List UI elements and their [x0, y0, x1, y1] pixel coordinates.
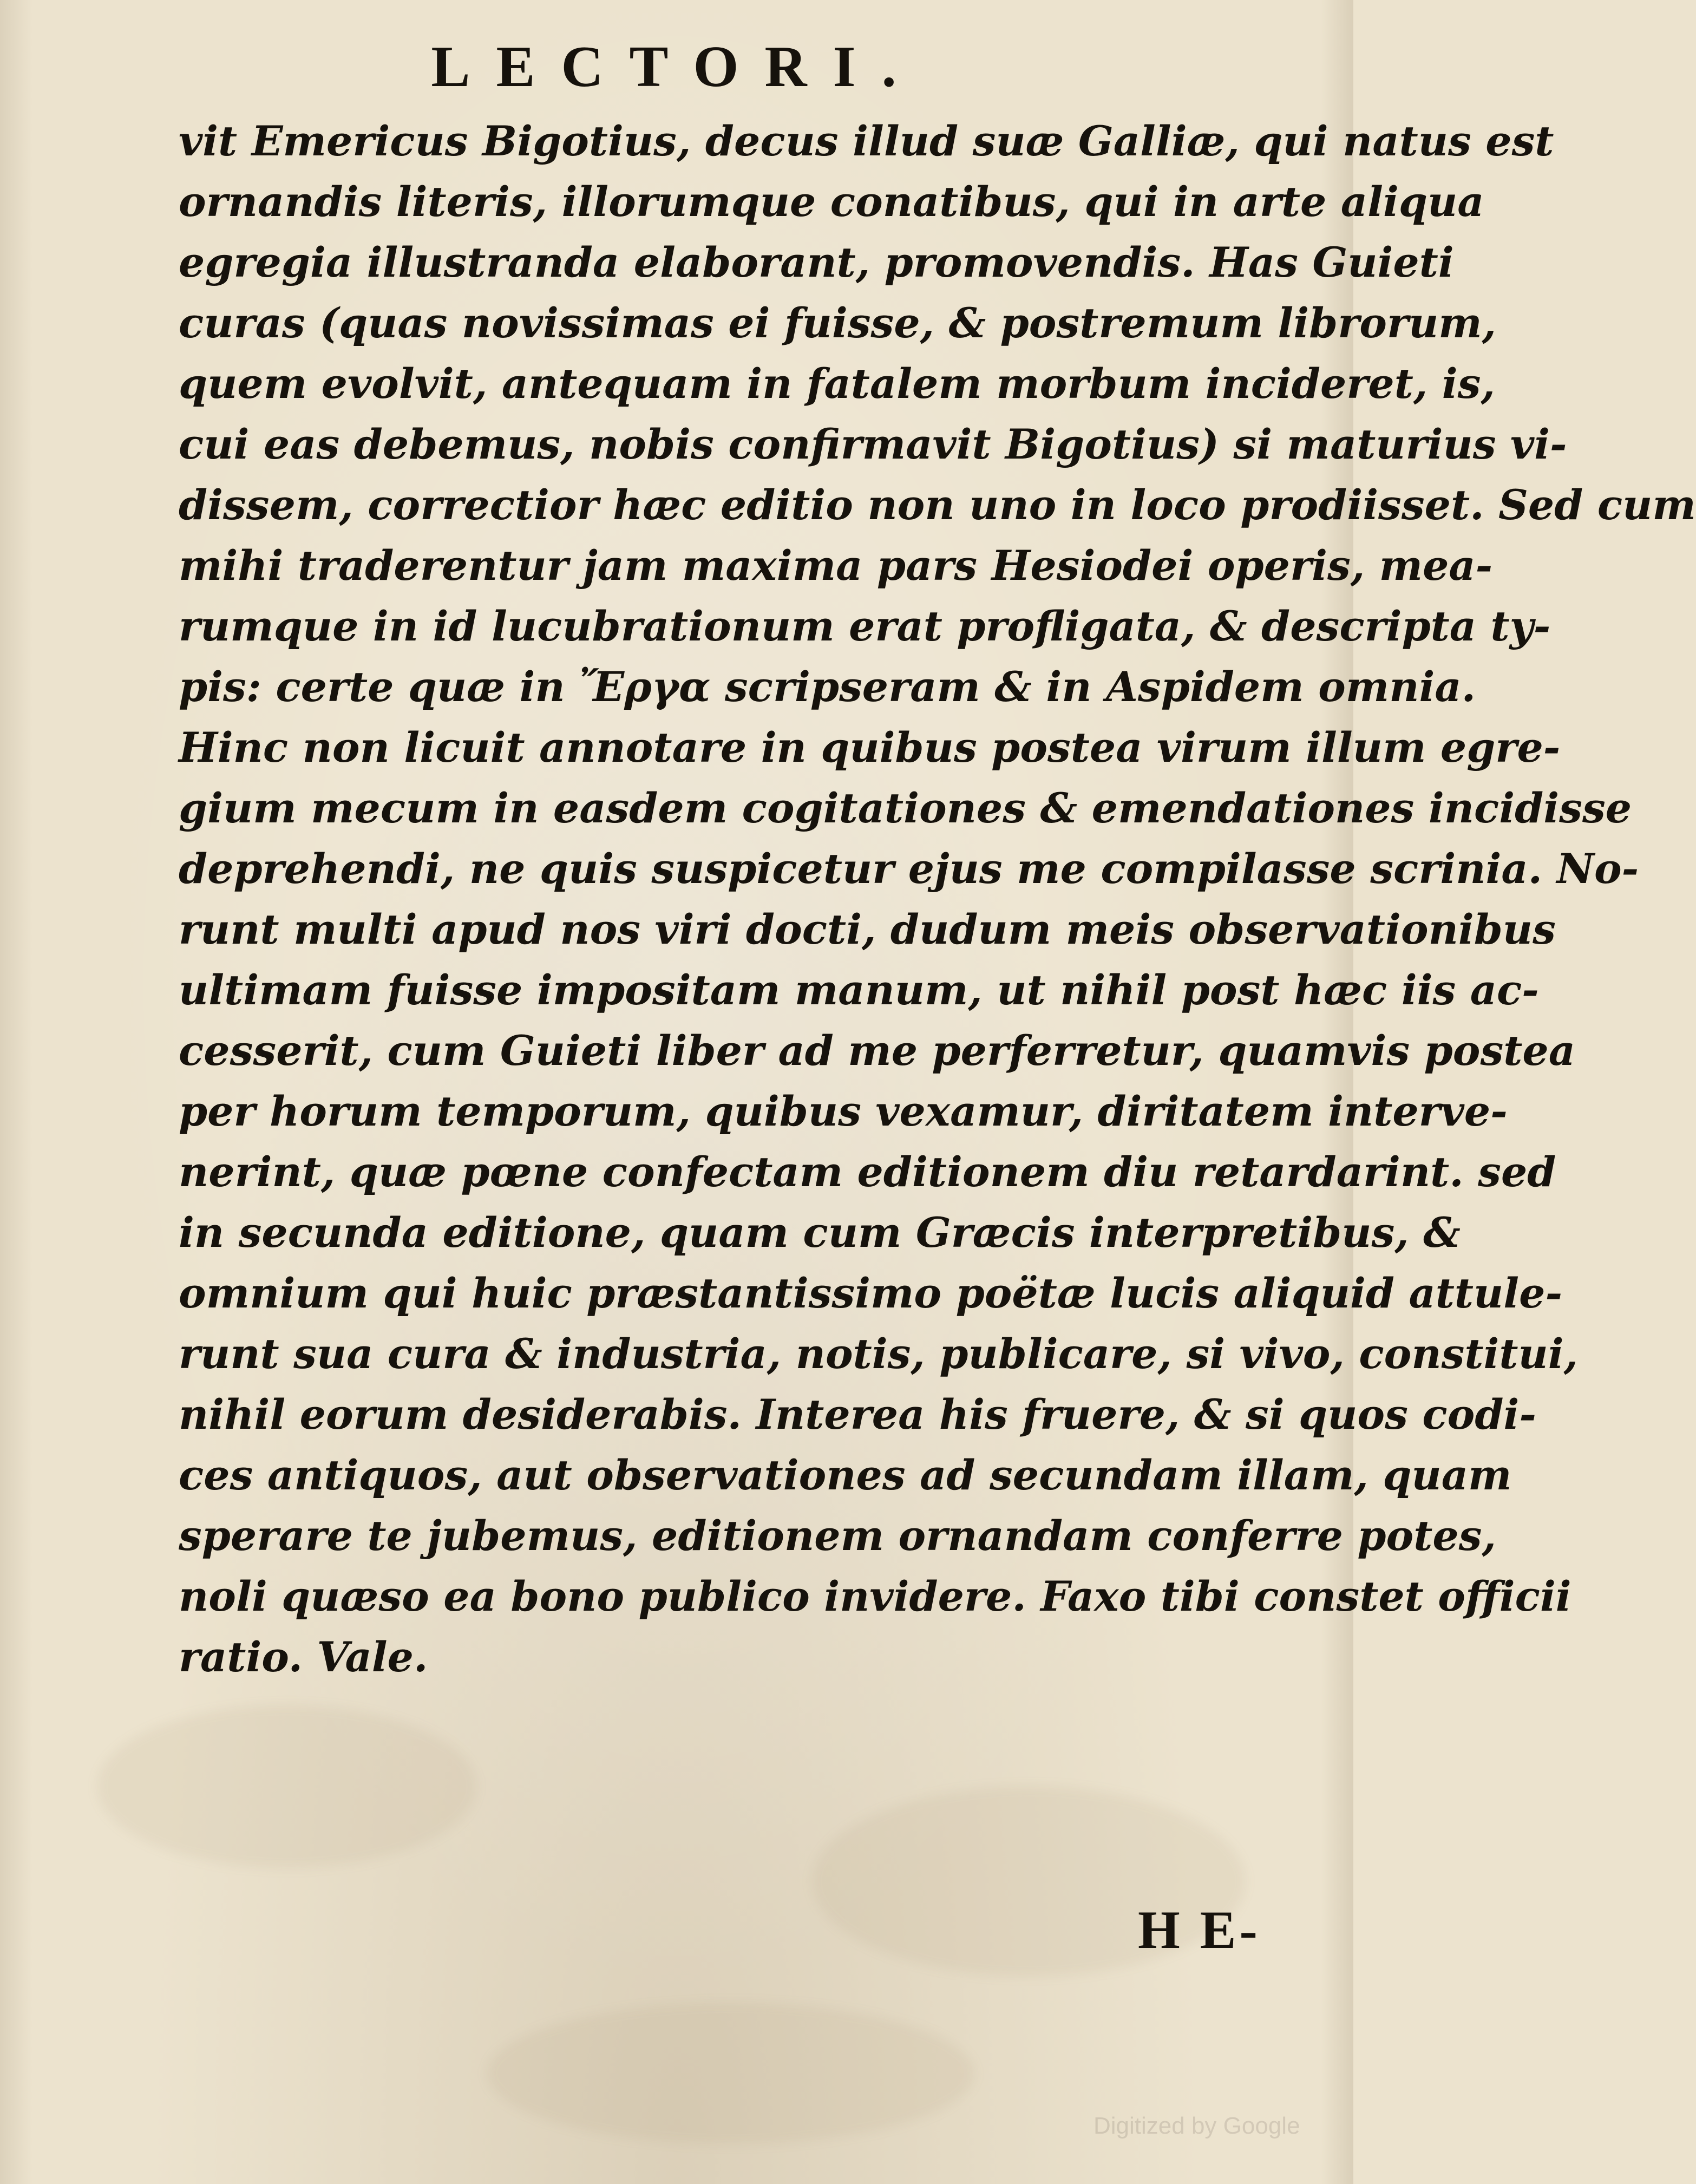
text-line: omnium qui huic præstantissimo poëtæ lucis aliquid attule- [179, 1269, 1562, 1317]
running-head: LECTORI. [431, 35, 922, 99]
text-line: nerint, quæ pœne confectam editionem diu retardarint. sed [179, 1148, 1556, 1196]
catchword: H E- [1138, 1900, 1261, 1960]
text-line: vit Emericus Bigotius, decus illud suæ Galliæ, qui natus est [179, 117, 1554, 165]
text-line: per horum temporum, quibus vexamur, diritatem interve- [179, 1087, 1508, 1135]
text-line: mihi traderentur jam maxima pars Hesiodei operis, mea- [179, 541, 1493, 590]
body-text [179, 111, 1696, 1688]
text-line: cui eas debemus, nobis confirmavit Bigotius) si maturius vi- [179, 420, 1567, 468]
text-line: Hinc non licuit annotare in quibus postea virum illum egre- [179, 723, 1561, 771]
text-line: curas (quas novissimas ei fuisse, & postremum librorum, [179, 299, 1497, 347]
text-line: runt multi apud nos viri docti, dudum meis observationibus [179, 905, 1556, 953]
text-line: quem evolvit, antequam in fatalem morbum incideret, is, [179, 359, 1495, 408]
text-line: cesserit, cum Guieti liber ad me perferretur, quamvis postea [179, 1026, 1575, 1075]
paper-stain [97, 1705, 476, 1868]
text-line: rumque in id lucubrationum erat profligata, & descripta ty- [179, 602, 1551, 650]
digitization-watermark: Digitized by Google [1093, 2113, 1300, 2139]
text-line: ornandis literis, illorumque conatibus, qui in arte aliqua [179, 178, 1484, 226]
text-line: noli quæso ea bono publico invidere. Faxo tibi constet officii [179, 1572, 1571, 1620]
text-line: pis: certe quæ in Ἔργα scripseram & in Aspidem omnia. [179, 663, 1476, 711]
text-line: nihil eorum desiderabis. Interea his fruere, & si quos codi- [179, 1390, 1536, 1438]
text-line: sperare te jubemus, editionem ornandam conferre potes, [179, 1512, 1496, 1560]
text-line: ultimam fuisse impositam manum, ut nihil post hæc iis ac- [179, 966, 1539, 1014]
text-line: in secunda editione, quam cum Græcis interpretibus, & [179, 1208, 1461, 1257]
text-line: dissem, correctior hæc editio non uno in loco prodiisset. Sed cum [179, 481, 1696, 529]
text-line: deprehendi, ne quis suspicetur ejus me compilasse scrinia. No- [179, 845, 1639, 893]
text-line: egregia illustranda elaborant, promovendis. Has Guieti [179, 238, 1454, 286]
text-line: gium mecum in easdem cogitationes & emendationes incidisse [179, 784, 1632, 832]
paper-stain [487, 2003, 974, 2144]
text-line: ces antiquos, aut observationes ad secundam illam, quam [179, 1451, 1512, 1499]
text-line: ratio. Vale. [179, 1633, 428, 1681]
text-line: runt sua cura & industria, notis, publicare, si vivo, constitui, [179, 1330, 1579, 1378]
